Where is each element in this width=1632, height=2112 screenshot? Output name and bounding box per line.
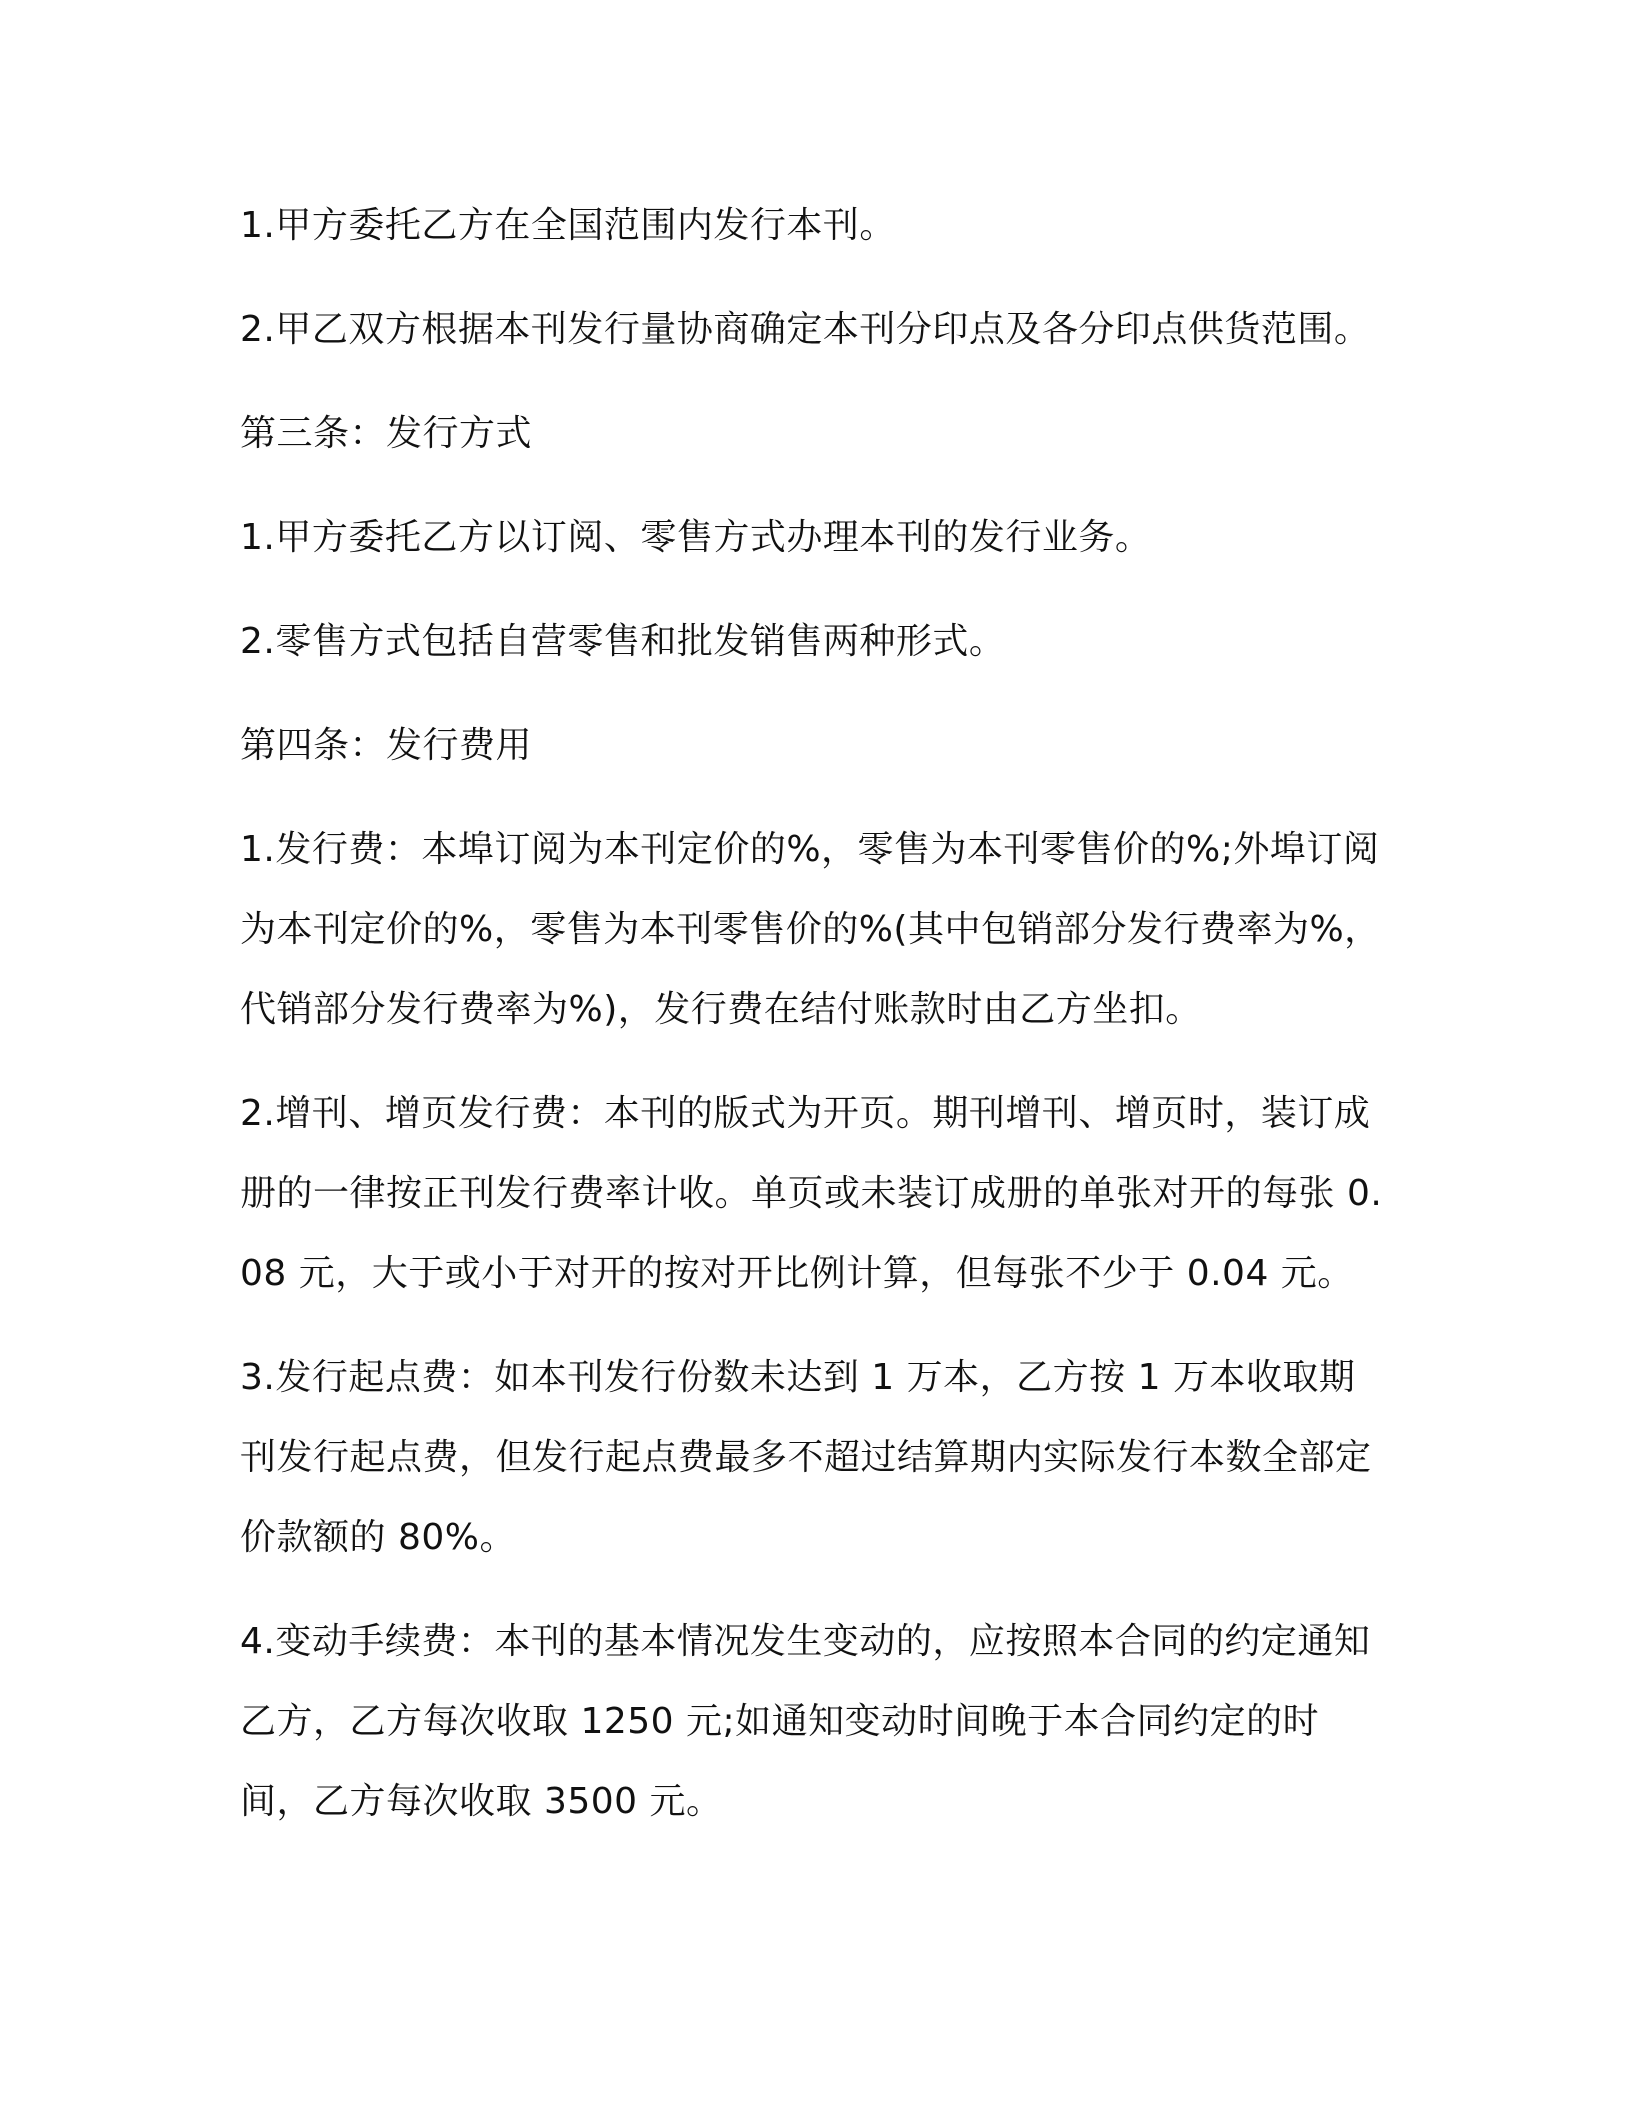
document-body	[240, 186, 1390, 1866]
section-heading-3: 第三条：发行方式	[240, 413, 533, 454]
paragraph-10: 4.变动手续费：本刊的基本情况发生变动的，应按照本合同的约定通知乙方，乙方每次收取 1250 元;如通知变动时间晚于本合同约定的时间，乙方每次收取 3500 元。	[240, 1621, 1371, 1822]
paragraph-7: 1.发行费：本埠订阅为本刊定价的%，零售为本刊零售价的%;外埠订阅为本刊定价的%，零售为本刊零售价的%(其中包销部分发行费率为%，代销部分发行费率为%)，发行费在结付账款时由乙方坐扣。	[240, 829, 1381, 1030]
paragraph-9: 3.发行起点费：如本刊发行份数未达到 1 万本，乙方按 1 万本收取期刊发行起点费，但发行起点费最多不超过结算期内实际发行本数全部定价款额的 80%。	[240, 1357, 1372, 1558]
paragraph-5: 2.零售方式包括自营零售和批发销售两种形式。	[240, 621, 1006, 662]
paragraph-4: 1.甲方委托乙方以订阅、零售方式办理本刊的发行业务。	[240, 517, 1152, 558]
paragraph-2: 2.甲乙双方根据本刊发行量协商确定本刊分印点及各分印点供货范围。	[240, 309, 1371, 350]
section-heading-4: 第四条：发行费用	[240, 725, 533, 766]
paragraph-8: 2.增刊、增页发行费：本刊的版式为开页。期刊增刊、增页时，装订成册的一律按正刊发行费率计收。单页或未装订成册的单张对开的每张 0.08 元，大于或小于对开的按对开比例计算，但每张不少于 0.04 元。	[240, 1093, 1383, 1294]
paragraph-1: 1.甲方委托乙方在全国范围内发行本刊。	[240, 205, 896, 246]
